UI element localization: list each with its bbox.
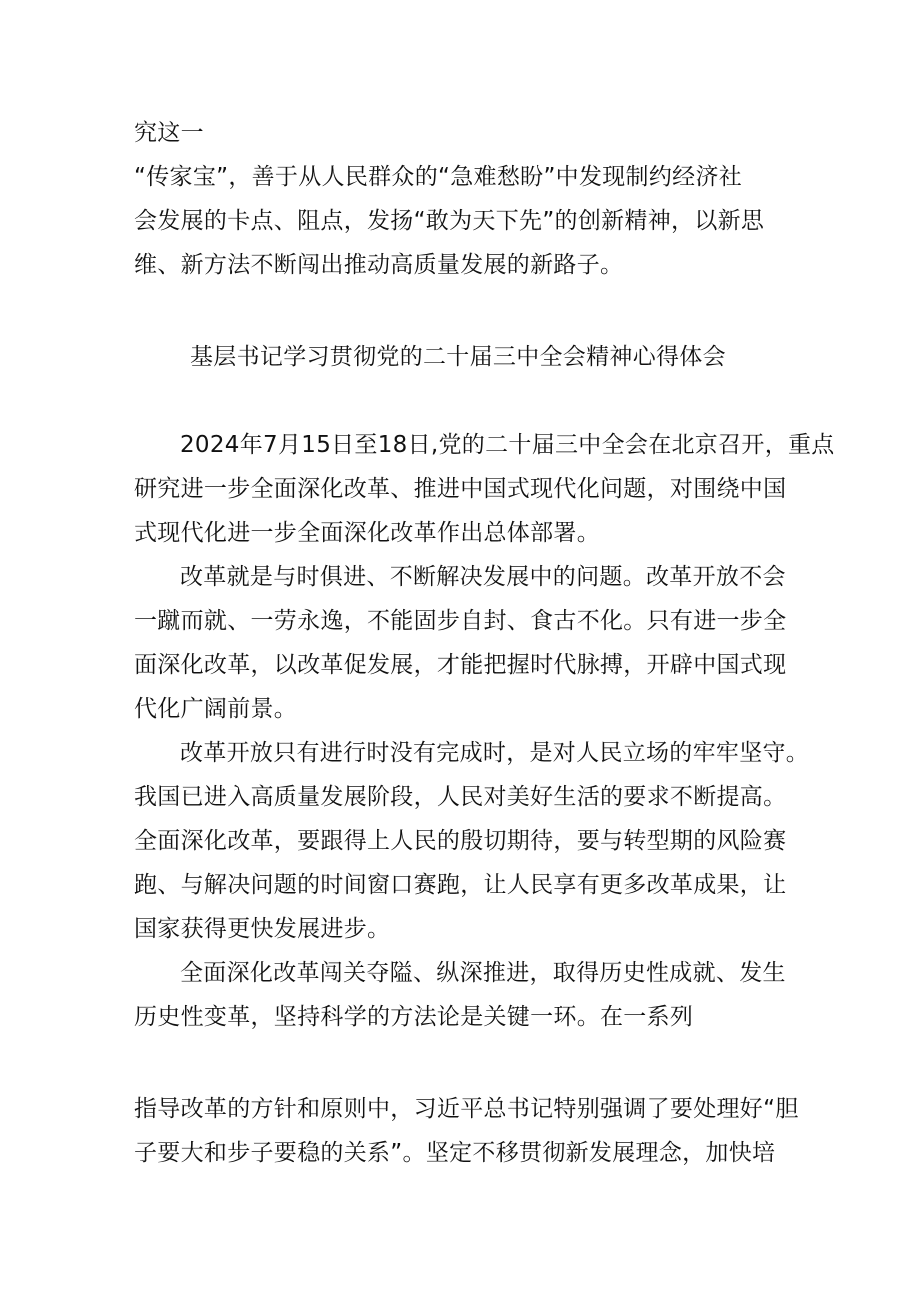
text-line: 式现代化进一步全面深化改革作出总体部署。 bbox=[134, 520, 600, 546]
text-line: 子要大和步子要稳的关系”。坚定不移贯彻新发展理念，加快培 bbox=[134, 1140, 776, 1166]
text-line: 我国已进入高质量发展阶段，人民对美好生活的要求不断提高。 bbox=[134, 784, 787, 810]
text-line: “传家宝”，善于从人民群众的“急难愁盼”中发现制约经济社 bbox=[134, 164, 743, 190]
text-line: 全面深化改革闯关夺隘、纵深推进，取得历史性成就、发生 bbox=[180, 960, 786, 986]
text-line: 维、新方法不断闯出推动高质量发展的新路子。 bbox=[134, 252, 624, 278]
text-line: 代化广阔前景。 bbox=[134, 696, 298, 722]
text-line: 2024年7月15日至18日,党的二十届三中全会在北京召开，重点 bbox=[180, 432, 835, 458]
text-line: 研究进一步全面深化改革、推进中国式现代化问题，对围绕中国 bbox=[134, 476, 787, 502]
section-title: 基层书记学习贯彻党的二十届三中全会精神心得体会 bbox=[190, 344, 726, 370]
text-line: 指导改革的方针和原则中，习近平总书记特别强调了要处理好“胆 bbox=[134, 1096, 799, 1122]
text-line: 一蹴而就、一劳永逸，不能固步自封、食古不化。只有进一步全 bbox=[134, 608, 787, 634]
text-line: 历史性变革，坚持科学的方法论是关键一环。在一系列 bbox=[134, 1004, 694, 1030]
text-line: 跑、与解决问题的时间窗口赛跑，让人民享有更多改革成果，让 bbox=[134, 872, 787, 898]
text-line: 面深化改革，以改革促发展，才能把握时代脉搏，开辟中国式现 bbox=[134, 652, 787, 678]
text-line: 究这一 bbox=[134, 120, 204, 146]
text-line: 会发展的卡点、阻点，发扬“敢为天下先”的创新精神，以新思 bbox=[134, 208, 765, 234]
text-line: 改革开放只有进行时没有完成时，是对人民立场的牢牢坚守。 bbox=[180, 740, 810, 766]
text-line: 全面深化改革，要跟得上人民的殷切期待，要与转型期的风险赛 bbox=[134, 828, 787, 854]
text-line: 国家获得更快发展进步。 bbox=[134, 916, 391, 942]
text-line: 改革就是与时俱进、不断解决发展中的问题。改革开放不会 bbox=[180, 564, 786, 590]
